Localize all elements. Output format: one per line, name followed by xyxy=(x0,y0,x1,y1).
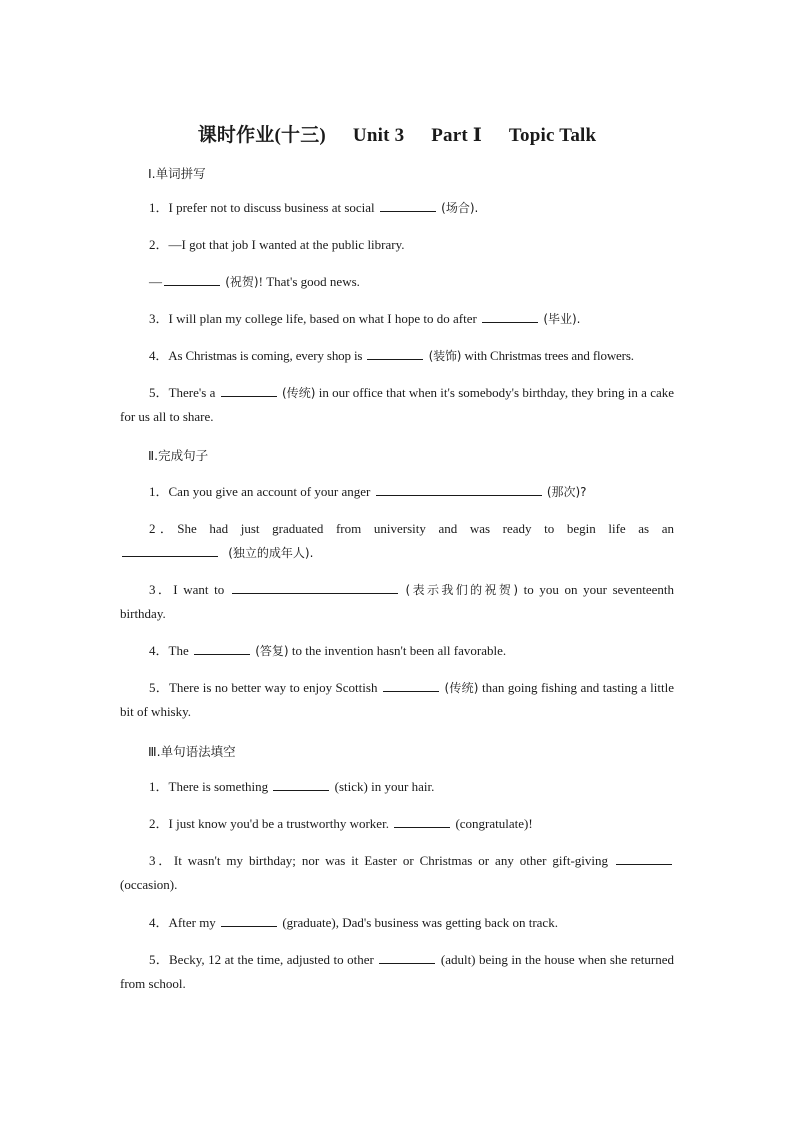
title-topic: Topic Talk xyxy=(508,125,597,146)
section-heading-word-spelling: Ⅰ.单词拼写 xyxy=(148,166,206,181)
question-hint: (那次)? xyxy=(546,485,587,499)
question-item xyxy=(120,381,674,429)
question-text-after: in your hair. xyxy=(371,779,435,794)
answer-blank[interactable] xyxy=(164,273,220,286)
question-number: 2． xyxy=(149,237,169,252)
question-text: As Christmas is coming, every shop is xyxy=(168,348,363,363)
question-text: There's a xyxy=(168,385,216,400)
question-item xyxy=(120,517,674,565)
answer-blank[interactable] xyxy=(367,347,423,360)
question-item xyxy=(120,911,674,935)
question-text: She had just graduated from university and was ready to begin life as an xyxy=(177,521,674,536)
question-hint: (装饰) xyxy=(428,349,462,363)
answer-blank[interactable] xyxy=(616,852,672,865)
question-text: —I got that job I wanted at the public library. xyxy=(168,237,405,252)
answer-blank[interactable] xyxy=(221,384,277,397)
question-item xyxy=(120,812,674,836)
question-item xyxy=(120,233,674,257)
question-text: Becky, 12 at the time, adjusted to other xyxy=(169,952,374,967)
section-heading-complete-sentences: Ⅱ.完成句子 xyxy=(148,448,209,463)
answer-blank[interactable] xyxy=(394,815,450,828)
section-heading-grammar-fill: Ⅲ.单句语法填空 xyxy=(148,744,236,759)
question-text: There is something xyxy=(168,779,269,794)
answer-blank[interactable] xyxy=(482,310,538,323)
question-item xyxy=(120,307,674,331)
answer-blank[interactable] xyxy=(221,914,277,927)
question-hint: (毕业). xyxy=(543,312,581,326)
question-number: 4． xyxy=(149,915,169,930)
question-number: 3． xyxy=(149,853,174,868)
question-text: It wasn't my birthday; nor was it Easter or Christmas or any other gift-giving xyxy=(173,853,609,868)
question-text: The xyxy=(168,643,189,658)
answer-blank[interactable] xyxy=(273,778,329,791)
question-item xyxy=(120,578,674,626)
question-item xyxy=(120,676,674,724)
question-item xyxy=(120,849,674,897)
question-item xyxy=(120,344,674,368)
question-hint: (adult) xyxy=(440,952,476,967)
question-number: 3． xyxy=(149,311,169,326)
question-number: 5． xyxy=(149,680,169,695)
question-hint: (occasion). xyxy=(120,877,178,892)
question-item xyxy=(120,948,674,996)
question-number: 2． xyxy=(149,816,169,831)
question-item xyxy=(120,196,674,220)
question-text: Can you give an account of your anger xyxy=(168,484,371,499)
page-title xyxy=(0,120,794,147)
question-text: After my xyxy=(168,915,216,930)
question-text-after: to you on your seventeenth birthday. xyxy=(120,582,674,621)
answer-blank[interactable] xyxy=(122,544,218,557)
question-hint: (传统) xyxy=(281,386,316,400)
question-text-after: with Christmas trees and flowers. xyxy=(464,348,634,363)
question-hint: (祝贺) xyxy=(225,275,259,289)
answer-blank[interactable] xyxy=(232,581,398,594)
question-hint: (场合). xyxy=(441,201,479,215)
question-hint: (表示我们的祝贺) xyxy=(405,583,518,597)
question-number: 1． xyxy=(149,779,169,794)
question-number: 1． xyxy=(149,484,169,499)
question-number: 1． xyxy=(149,200,169,215)
title-part: Part Ⅰ xyxy=(431,125,482,146)
question-hint: (独立的成年人). xyxy=(228,546,314,560)
question-hint: (stick) xyxy=(334,779,368,794)
question-text-after: in our office that when it's somebody's birthday, they bring in a cake for us all to share. xyxy=(120,385,675,424)
question-item xyxy=(120,775,674,799)
question-text: There is no better way to enjoy Scottish xyxy=(168,680,378,695)
answer-blank[interactable] xyxy=(379,951,435,964)
question-text: I will plan my college life, based on what I hope to do after xyxy=(168,311,477,326)
answer-blank[interactable] xyxy=(194,642,250,655)
question-number: 4． xyxy=(149,643,169,658)
question-number: 4． xyxy=(149,348,169,363)
question-text-after: being in the house when she returned from school. xyxy=(120,952,674,991)
question-number: 5． xyxy=(149,385,169,400)
question-hint: (传统) xyxy=(444,681,479,695)
title-unit: Unit 3 xyxy=(352,125,405,146)
question-number: 3． xyxy=(149,582,174,597)
question-number: — xyxy=(149,274,162,289)
question-item xyxy=(120,270,674,294)
question-number: 5． xyxy=(149,952,169,967)
question-item xyxy=(120,639,674,663)
question-text: I want to xyxy=(173,582,225,597)
answer-blank[interactable] xyxy=(383,679,439,692)
question-hint: (graduate), xyxy=(282,915,339,930)
question-text: I just know you'd be a trustworthy worker. xyxy=(168,816,389,831)
question-hint: (congratulate)! xyxy=(455,816,533,831)
answer-blank[interactable] xyxy=(376,483,542,496)
question-text-after: to the invention hasn't been all favorable. xyxy=(291,643,507,658)
question-text-after: ! That's good news. xyxy=(258,274,360,289)
question-text: I prefer not to discuss business at social xyxy=(168,200,375,215)
title-main: 课时作业(十三) xyxy=(197,125,326,146)
question-text-after: than going fishing and tasting a little bit of whisky. xyxy=(120,680,675,719)
question-number: 2． xyxy=(149,521,178,536)
answer-blank[interactable] xyxy=(380,199,436,212)
question-text-after: Dad's business was getting back on track. xyxy=(342,915,558,930)
question-hint: (答复) xyxy=(255,644,289,658)
question-item xyxy=(120,480,674,504)
